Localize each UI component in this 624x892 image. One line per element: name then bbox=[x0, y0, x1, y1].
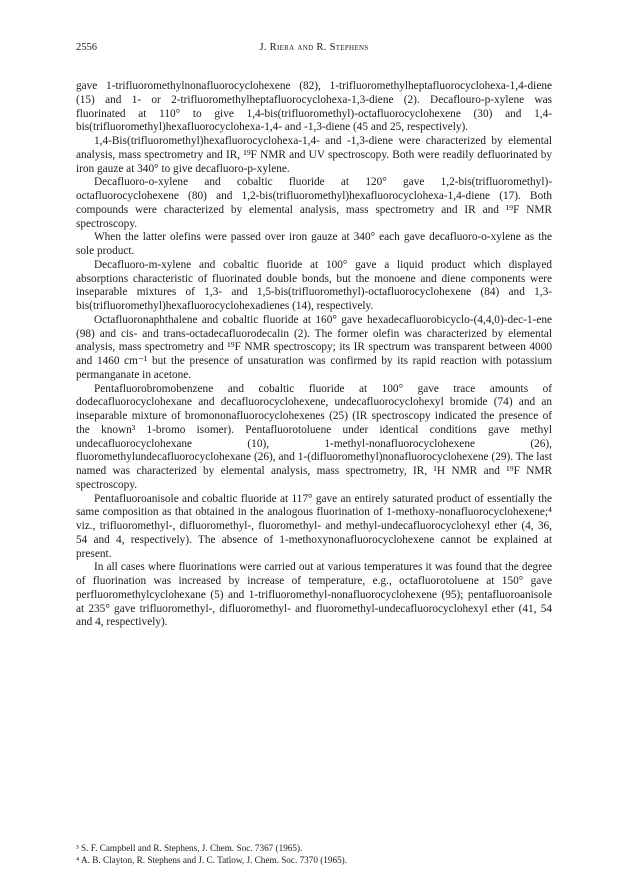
running-head: J. Riera and R. Stephens bbox=[259, 42, 369, 53]
footnotes bbox=[76, 842, 552, 866]
paragraph: Pentafluoroanisole and cobaltic fluoride at 117° gave an entirely saturated product of essentially the same composition as that obtained in the analogous fluorination of 1-methoxy-nonafluorocyclohexene;⁴ viz., trifluoromethyl-, difluoromethyl-, fluoromethyl- and methyl-undecafluorocyclohexyl ether (4, 36, 54 and 4, respectively). The absence of 1-methoxynonafluorocyclohexene cannot be explained at present. bbox=[76, 492, 552, 560]
paragraph: 1,4-Bis(trifluoromethyl)hexafluorocyclohexa-1,4- and -1,3-diene were characterized by elemental analysis, mass spectrometry and IR, ¹⁹F NMR and UV spectroscopy. Both were readily defluorinated by iron gauze at 340° to give decafluoro-p-xylene. bbox=[76, 135, 552, 175]
paragraph: Pentafluorobromobenzene and cobaltic fluoride at 100° gave trace amounts of dodecafluorocyclohexane and decafluorocyclohexene, undecafluorocyclohexyl bromide (74) and an inseparable mixture of bromononafluorocyclohexenes (25) (IR spectroscopy indicated the presence of the known³ 1-bromo isomer). Pentafluorotoluene under identical conditions gave methyl undecafluorocyclohexane (10), 1-methyl-nonafluorocyclohexene (26), fluoromethylundecafluorocyclohexane (26), and 1-(difluoromethyl)nonafluorocyclohexene (29). The last named was characterized by elemental analysis, mass spectrometry, IR, ¹H NMR and ¹⁹F NMR spectroscopy. bbox=[76, 382, 552, 491]
footnote-3: ³ S. F. Campbell and R. Stephens, J. Chem. Soc. 7367 (1965). bbox=[76, 843, 303, 853]
paragraph: When the latter olefins were passed over iron gauze at 340° each gave decafluoro-o-xylene as the sole product. bbox=[76, 231, 552, 257]
page-header bbox=[76, 42, 552, 56]
paragraph: Decafluoro-m-xylene and cobaltic fluoride at 100° gave a liquid product which displayed absorptions characteristic of fluorinated double bonds, but the monoene and diene components were inseparable mixtures of 1,3- and 1,5-bis(trifluoromethyl)-octafluorocyclohexene (84) and 1,3-bis(trifluoromethyl)hexafluorocyclohexadienes (14), respectively. bbox=[76, 258, 552, 312]
footnote-4: ⁴ A. B. Clayton, R. Stephens and J. C. Tatlow, J. Chem. Soc. 7370 (1965). bbox=[76, 855, 348, 865]
body-text bbox=[76, 80, 552, 630]
paragraph: Decafluoro-o-xylene and cobaltic fluoride at 120° gave 1,2-bis(trifluoromethyl)-octafluorocyclohexene (80) and 1,2-bis(trifluoromethyl)hexafluorocyclohexa-1,4-diene (17). Both compounds were characterized by elemental analysis, mass spectrometry and IR and ¹⁹F NMR spectroscopy. bbox=[76, 176, 552, 230]
paragraph: In all cases where fluorinations were carried out at various temperatures it was found that the degree of fluorination was increased by increase of temperature, e.g., octafluorotoluene at 150° gave perfluoromethylcyclohexane (5) and 1-trifluoromethyl-nonafluorocyclohexene (95); pentafluoroanisole at 235° gave trifluoromethyl-, difluoromethyl- and fluoromethyl-undecafluorocyclohexyl ether (41, 54 and 4, respectively). bbox=[76, 561, 552, 629]
page-number: 2556 bbox=[76, 42, 97, 53]
paragraph-continuation: gave 1-trifluoromethylnonafluorocyclohexene (82), 1-trifluoromethylheptafluorocyclohexa-1,4-diene (15) and 1- or 2-trifluoromethylheptafluorocyclohexa-1,3-diene (2). Decaflouro-p-xylene was fluorinated at 110° to give 1,4-bis(trifluoromethyl)-octafluorocyclohexene (30) and 1,4-bis(trifluoromethyl)hexafluorocyclohexa-1,4- and -1,3-diene (45 and 25, respectively). bbox=[76, 80, 552, 134]
paragraph: Octafluoronaphthalene and cobaltic fluoride at 160° gave hexadecafluorobicyclo-(4,4,0)-dec-1-ene (98) and cis- and trans-octadecafluorodecalin (2). The former olefin was characterized by elemental analysis, mass spectrometry and ¹⁹F NMR spectroscopy; its IR spectrum was transparent between 4000 and 1460 cm⁻¹ but the presence of unsaturation was confirmed by its rapid reaction with potassium permanganate in acetone. bbox=[76, 313, 552, 381]
